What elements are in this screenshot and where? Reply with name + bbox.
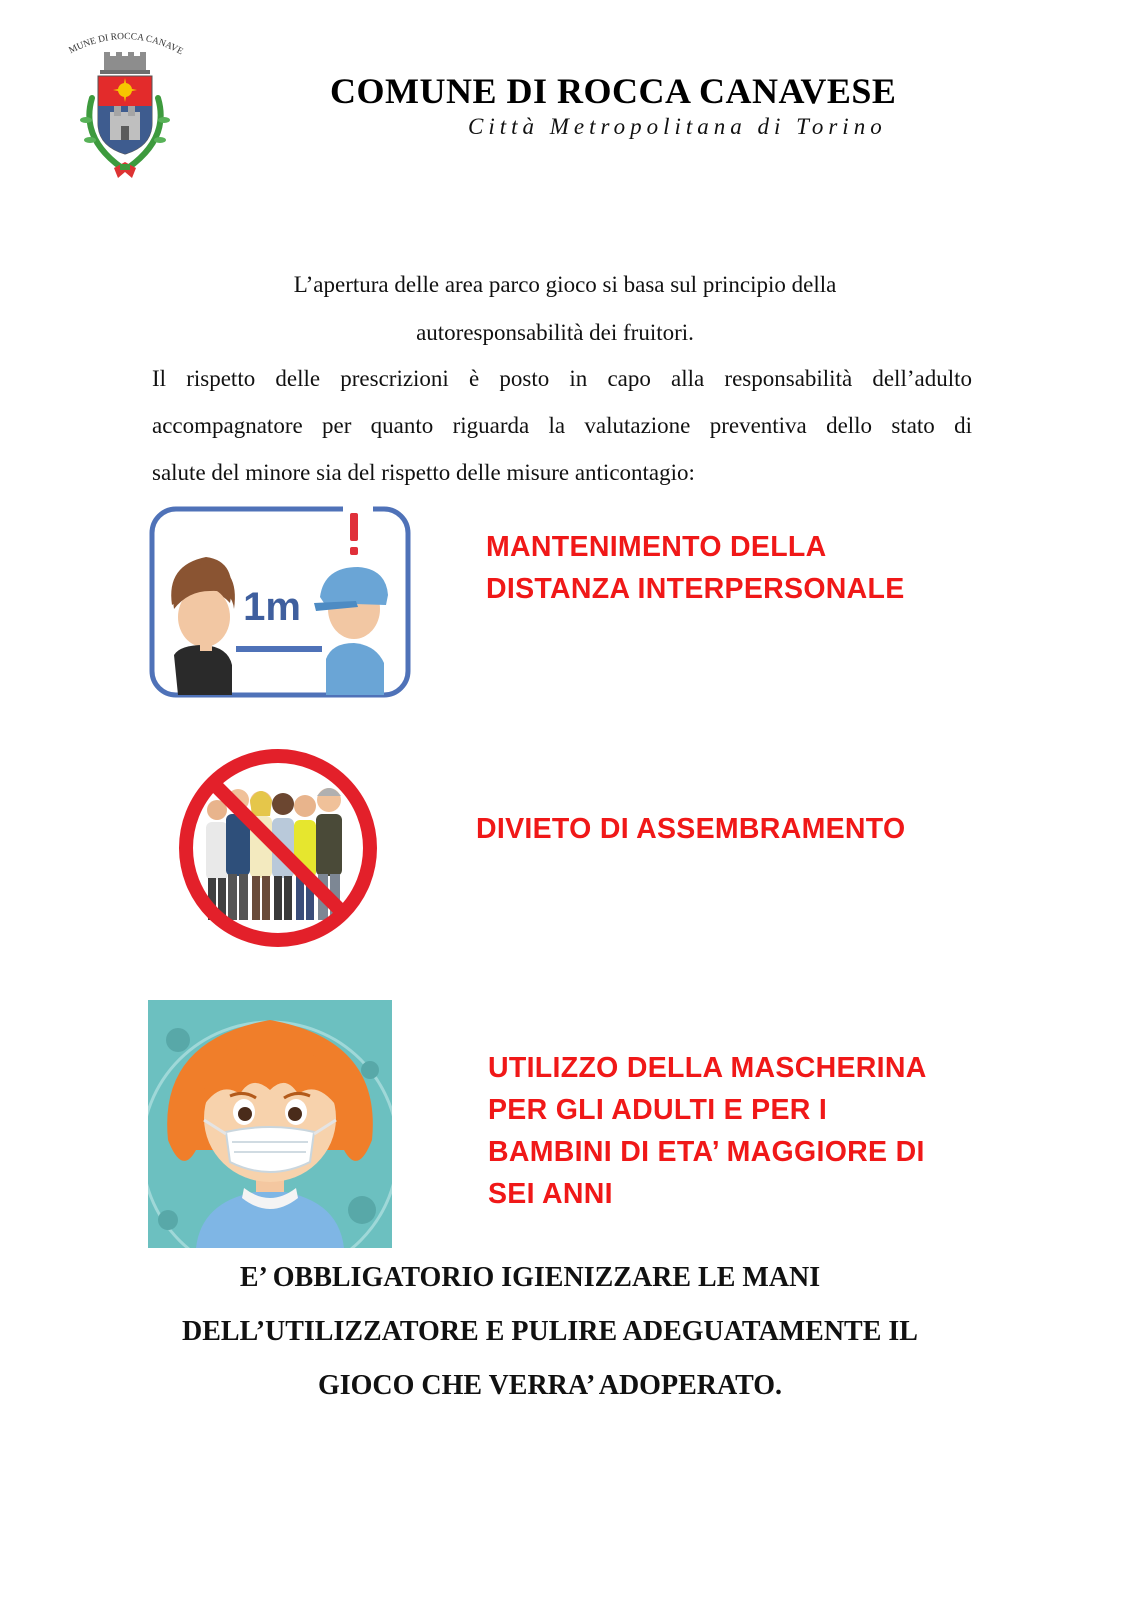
no-crowd-illustration	[172, 742, 384, 954]
mask-illustration	[148, 1000, 392, 1248]
svg-text:COMUNE DI ROCCA CANAVESE	[62, 28, 185, 57]
rule-line: UTILIZZO DELLA MASCHERINA	[488, 1052, 927, 1084]
rule-distance-text	[486, 526, 905, 610]
rule-line: BAMBINI DI ETA’ MAGGIORE DI	[488, 1136, 925, 1168]
rule-line: DISTANZA INTERPERSONALE	[486, 573, 905, 605]
rule-line: SEI ANNI	[488, 1178, 613, 1210]
distance-illustration	[148, 505, 412, 701]
intro-line: accompagnatore per quanto riguarda la valutazione preventiva dello stato di	[152, 413, 972, 438]
rule-line: MANTENIMENTO DELLA	[486, 531, 827, 563]
crest-caption: MUNE DI ROCCA CANAVE	[67, 31, 185, 58]
distance-icon	[148, 505, 412, 701]
final-notice-line: GIOCO CHE VERRA’ ADOPERATO.	[317, 1370, 783, 1401]
no-crowd-icon	[172, 742, 384, 954]
page-subtitle: Città Metropolitana di Torino	[468, 114, 887, 139]
rule-crowd-text	[476, 808, 905, 850]
intro-line: Il rispetto delle prescrizioni è posto in capo alla responsabilità dell’adulto	[152, 366, 972, 391]
intro-line: salute del minore sia del rispetto delle misure anticontagio:	[152, 460, 695, 485]
final-notice-line: DELL’UTILIZZATORE E PULIRE ADEGUATAMENTE IL	[182, 1316, 918, 1347]
page-title: COMUNE DI ROCCA CANAVESE	[330, 71, 897, 111]
mask-child-icon	[148, 1000, 392, 1248]
municipal-crest	[62, 28, 188, 186]
rule-mask-text	[488, 1047, 927, 1215]
final-notice-line: E’ OBBLIGATORIO IGIENIZZARE LE MANI	[239, 1262, 821, 1293]
rule-line: DIVIETO DI ASSEMBRAMENTO	[476, 813, 906, 845]
rule-line: PER GLI ADULTI E PER I	[488, 1094, 828, 1126]
intro-line: autoresponsabilità dei fruitori.	[416, 320, 694, 345]
intro-line: L’apertura delle area parco gioco si basa sul principio della	[293, 272, 837, 297]
crest-icon	[62, 28, 188, 186]
distance-label: 1m	[243, 585, 301, 629]
